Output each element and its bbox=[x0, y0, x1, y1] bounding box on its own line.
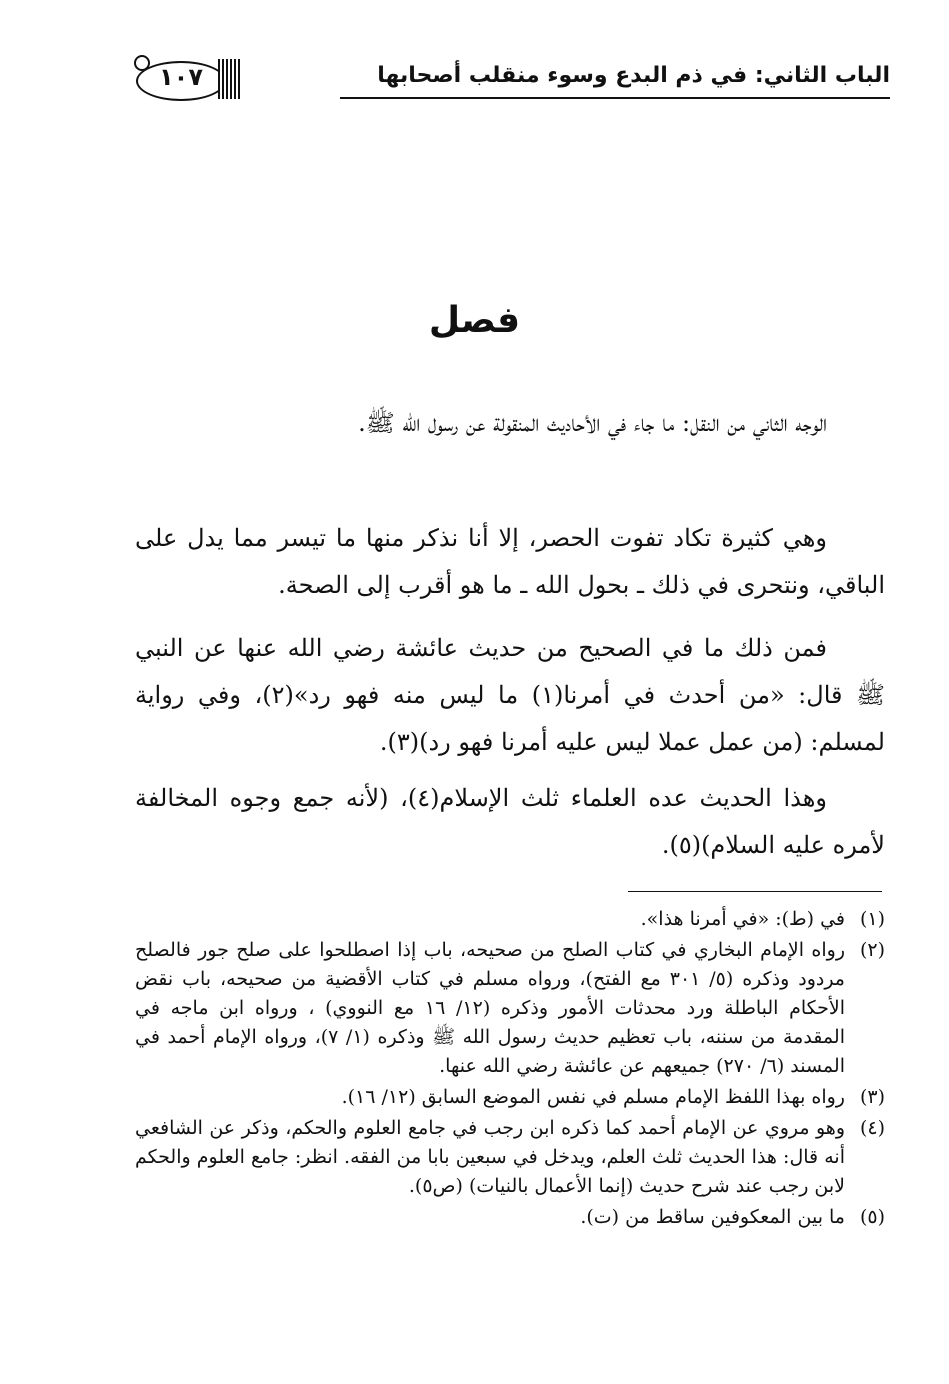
footnote-item bbox=[135, 905, 885, 934]
footnote-text: في (ط): «في أمرنا هذا». bbox=[640, 908, 845, 930]
footnote-text: وهو مروي عن الإمام أحمد كما ذكره ابن رجب في جامع العلوم والحكم، وذكر عن الشافعي أنه قال: هذا الحديث ثلث العلم، ويدخل في سبعين بابا من الفقه. انظر: جامع العلوم والحكم لابن رجب عند شرح حديث (إنما الأعمال بالنيات) (ص٥). bbox=[135, 1117, 845, 1197]
footnote-separator bbox=[628, 891, 882, 892]
running-header bbox=[130, 55, 890, 103]
page-number: ١٠٧ bbox=[159, 63, 203, 91]
footnotes bbox=[135, 905, 885, 1234]
paragraph-2 bbox=[135, 515, 885, 609]
paragraph-3 bbox=[135, 625, 885, 766]
footnote-number: (٣) bbox=[859, 1086, 885, 1108]
paragraph-text: الوجه الثاني من النقل: ما جاء في الأحاديث المنقولة عن رسول الله ﷺ. bbox=[358, 409, 827, 437]
footnote-text: ما بين المعكوفين ساقط من (ت). bbox=[580, 1206, 845, 1228]
footnote-item bbox=[135, 1114, 885, 1201]
paragraph-1 bbox=[135, 400, 885, 447]
paragraph-text: وهذا الحديث عده العلماء ثلث الإسلام(٤)، (لأنه جمع وجوه المخالفة لأمره عليه السلام)(٥). bbox=[135, 784, 885, 859]
page-number-ornament bbox=[130, 55, 240, 103]
footnote-item bbox=[135, 936, 885, 1081]
footnote-item bbox=[135, 1083, 885, 1112]
paragraph-4 bbox=[135, 775, 885, 869]
footnote-item bbox=[135, 1203, 885, 1232]
section-title: فصل bbox=[428, 300, 521, 341]
footnote-text: رواه بهذا اللفظ الإمام مسلم في نفس الموضع السابق (١٢/ ١٦). bbox=[341, 1086, 845, 1108]
footnote-number: (١) bbox=[859, 908, 885, 930]
footnote-number: (٤) bbox=[859, 1117, 885, 1139]
paragraph-text: فمن ذلك ما في الصحيح من حديث عائشة رضي الله عنها عن النبي ﷺ قال: «من أحدث في أمرنا(١) ما ليس منه فهو رد»(٢)، وفي رواية لمسلم: (من عمل عملا ليس عليه أمرنا فهو رد)(٣). bbox=[135, 634, 885, 756]
ornament-bars bbox=[218, 59, 240, 99]
footnote-number: (٥) bbox=[859, 1206, 885, 1228]
footnote-text: رواه الإمام البخاري في كتاب الصلح من صحيحه، باب إذا اصطلحوا على صلح جور فالصلح مردود وذكره (٥/ ٣٠١ مع الفتح)، ورواه مسلم في كتاب الأقضية من صحيحه، باب نقض الأحكام الباطلة ورد محدثات الأمور وذكره (١٢/ ١٦ مع النووي) ، ورواه ابن ماجه في المقدمة من سننه، باب تعظيم حديث رسول الله ﷺ وذكره (١/ ٧)، ورواه الإمام أحمد في المسند (٦/ ٢٧٠) جميعهم عن عائشة رضي الله عنها. bbox=[135, 939, 845, 1077]
paragraph-text: وهي كثيرة تكاد تفوت الحصر، إلا أنا نذكر منها ما تيسر مما يدل على الباقي، ونتحرى في ذلك ـ بحول الله ـ ما هو أقرب إلى الصحة. bbox=[135, 524, 885, 599]
footnote-number: (٢) bbox=[859, 939, 885, 961]
header-rule bbox=[340, 97, 890, 99]
header-title: الباب الثاني: في ذم البدع وسوء منقلب أصحابها bbox=[377, 63, 890, 88]
